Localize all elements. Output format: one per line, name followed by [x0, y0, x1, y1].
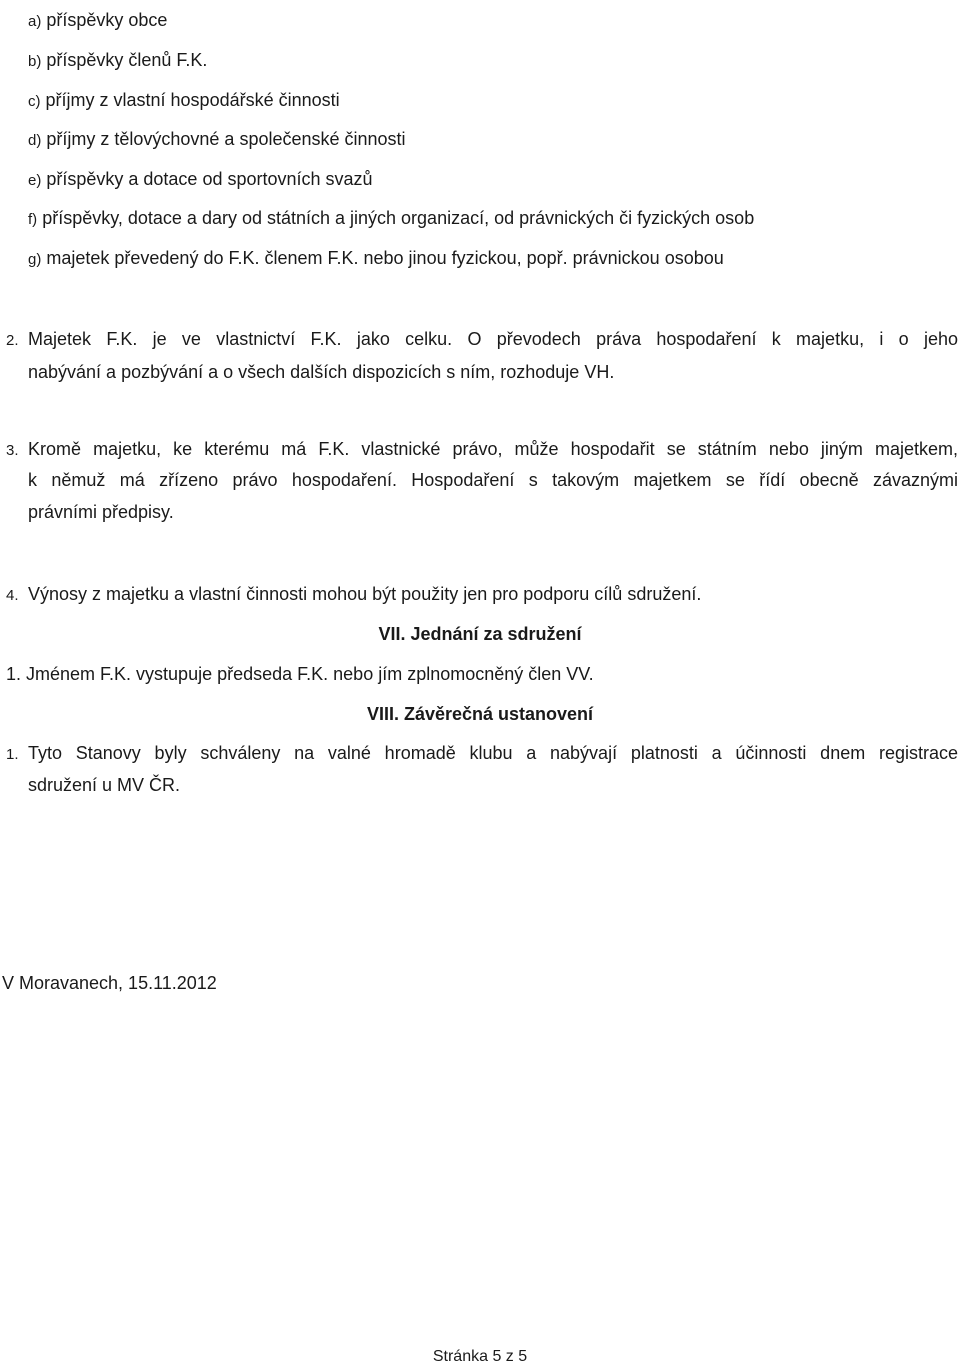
- list-marker: b): [28, 53, 42, 70]
- paragraph-2-line-2: nabývání a pozbývání a o všech dalších dispozicích s ním, rozhoduje VH.: [28, 362, 615, 382]
- list-item-text: příspěvky členů F.K.: [46, 50, 208, 70]
- list-marker: g): [28, 251, 42, 268]
- section-vii-heading: [0, 622, 960, 646]
- paragraph-number-2: 2.: [6, 332, 19, 349]
- paragraph-3-line-2: k němuž má zřízeno právo hospodaření. Hospodaření s takovým majetkem se řídí obecně závaznými: [28, 470, 958, 490]
- section-viii-line-2: sdružení u MV ČR.: [28, 775, 181, 795]
- list-item-g: [28, 246, 724, 272]
- paragraph-number-4: 4.: [6, 587, 19, 604]
- list-item-d: [28, 127, 406, 153]
- list-item-text: příjmy z vlastní hospodářské činnosti: [45, 90, 340, 110]
- list-marker: a): [28, 13, 42, 30]
- section-vii-item: 1. Jménem F.K. vystupuje předseda F.K. nebo jím zplnomocněný člen VV.: [6, 664, 594, 684]
- paragraph-4-line-1: Výnosy z majetku a vlastní činnosti mohou být použity jen pro podporu cílů sdružení.: [28, 584, 702, 604]
- list-item-text: příspěvky a dotace od sportovních svazů: [46, 169, 373, 189]
- page-footer: Stránka 5 z 5: [432, 1348, 528, 1365]
- list-marker: c): [28, 93, 41, 110]
- paragraph-3-line-3: právními předpisy.: [28, 502, 174, 522]
- list-item-text: příjmy z tělovýchovné a společenské činnosti: [46, 129, 406, 149]
- section-title: Jednání za sdružení: [410, 624, 582, 644]
- section-viii-line-1: Tyto Stanovy byly schváleny na valné hromadě klubu a nabývají platnosti a účinnosti dnem registrace: [28, 743, 958, 763]
- paragraph-2-line-1: Majetek F.K. je ve vlastnictví F.K. jako celku. O převodech práva hospodaření k majetku, i o jeho: [28, 329, 958, 349]
- paragraph-3-line-1: Kromě majetku, ke kterému má F.K. vlastnické právo, může hospodařit se státním nebo jiným majetkem,: [28, 439, 958, 459]
- list-item-e: [28, 167, 373, 193]
- section-viii-heading: [0, 702, 960, 726]
- list-item-text: majetek převedený do F.K. členem F.K. nebo jinou fyzickou, popř. právnickou osobou: [46, 248, 724, 268]
- list-item-b: [28, 48, 207, 74]
- section-numeral: VII.: [378, 624, 406, 644]
- list-item-c: [28, 88, 340, 114]
- paragraph-number-3: 3.: [6, 442, 19, 459]
- list-marker: e): [28, 172, 42, 189]
- place-date: V Moravanech, 15.11.2012: [2, 973, 217, 993]
- section-numeral: VIII.: [366, 704, 399, 724]
- section-title: Závěrečná ustanovení: [403, 704, 594, 724]
- section-viii-number: 1.: [6, 746, 19, 763]
- list-item-a: [28, 8, 167, 34]
- list-item-text: příspěvky obce: [46, 10, 168, 30]
- list-marker: f): [28, 211, 38, 228]
- list-item-text: příspěvky, dotace a dary od státních a jiných organizací, od právnických či fyzických osob: [42, 208, 755, 228]
- list-marker: d): [28, 132, 42, 149]
- list-item-f: [28, 206, 754, 232]
